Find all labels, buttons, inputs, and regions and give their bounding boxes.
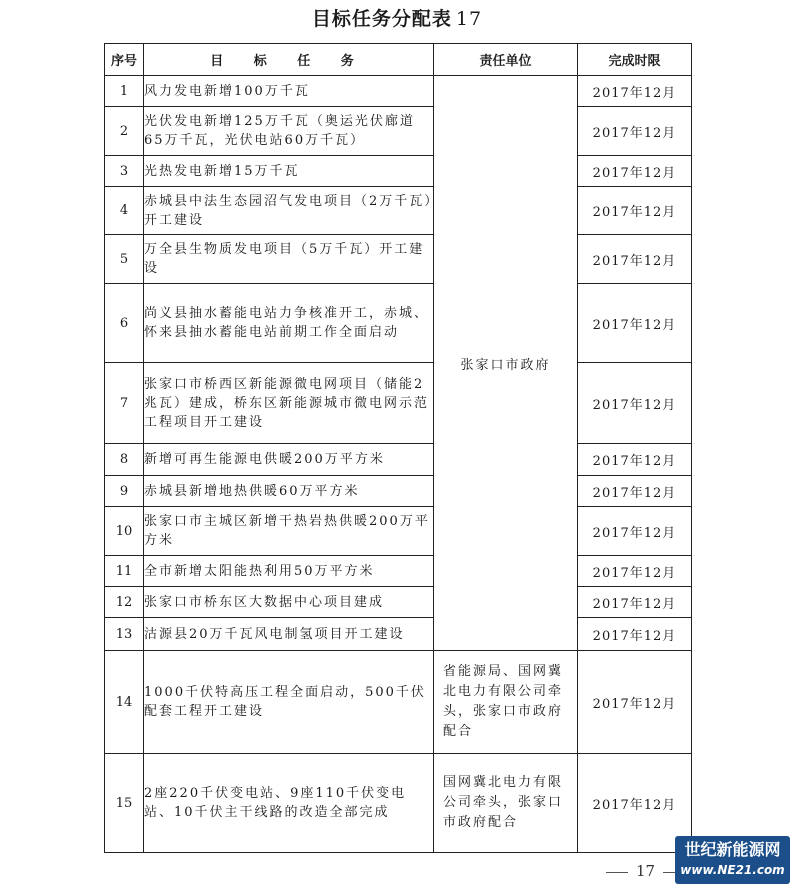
- row-time: 2017年12月: [578, 107, 692, 156]
- table-row: [105, 363, 692, 444]
- row-time: 2017年12月: [578, 507, 692, 556]
- row-seq: 7: [105, 363, 144, 444]
- header-time: 完成时限: [578, 44, 692, 76]
- page-dash-left: [606, 872, 628, 873]
- row-seq: 14: [105, 651, 144, 754]
- row-time: 2017年12月: [578, 444, 692, 476]
- row-task: 新增可再生能源电供暖200万平方米: [144, 444, 434, 476]
- task-allocation-table: [104, 43, 692, 853]
- title-number: 17: [455, 8, 483, 30]
- row-task: 全市新增太阳能热利用50万平方米: [144, 556, 434, 587]
- row-task: 张家口市桥西区新能源微电网项目（储能2兆瓦）建成，桥东区新能源城市微电网示范工程项目开工建设: [144, 363, 434, 444]
- responsible-unit-merged: 张家口市政府: [434, 76, 578, 651]
- row-task: 光热发电新增15万千瓦: [144, 156, 434, 187]
- row-seq: 13: [105, 618, 144, 651]
- responsible-unit: 国网冀北电力有限公司牵头，张家口市政府配合: [434, 754, 578, 853]
- row-time: 2017年12月: [578, 156, 692, 187]
- page-number-text: 17: [636, 862, 656, 880]
- row-task: 2座220千伏变电站、9座110千伏变电站、10千伏主干线路的改造全部完成: [144, 754, 434, 853]
- header-seq: 序号: [105, 44, 144, 76]
- table-header-row: [105, 44, 692, 76]
- row-task: 张家口市桥东区大数据中心项目建成: [144, 587, 434, 618]
- row-task: 尚义县抽水蓄能电站力争核准开工，赤城、怀来县抽水蓄能电站前期工作全面启动: [144, 284, 434, 363]
- row-seq: 5: [105, 235, 144, 284]
- table-row: [105, 107, 692, 156]
- table-row: [105, 156, 692, 187]
- table-row: [105, 618, 692, 651]
- table-row: [105, 556, 692, 587]
- table-row: [105, 587, 692, 618]
- row-time: 2017年12月: [578, 284, 692, 363]
- header-task: 目 标 任 务: [144, 44, 434, 76]
- row-task: 万全县生物质发电项目（5万千瓦）开工建设: [144, 235, 434, 284]
- row-task: 赤城县中法生态园沼气发电项目（2万千瓦）开工建设: [144, 187, 434, 235]
- title-text: 目标任务分配表: [311, 8, 452, 30]
- responsible-unit: 省能源局、国网冀北电力有限公司牵头，张家口市政府配合: [434, 651, 578, 754]
- table-row: [105, 284, 692, 363]
- row-time: 2017年12月: [578, 235, 692, 284]
- row-time: 2017年12月: [578, 651, 692, 754]
- row-task: 1000千伏特高压工程全面启动，500千伏配套工程开工建设: [144, 651, 434, 754]
- row-time: 2017年12月: [578, 618, 692, 651]
- row-task: 沽源县20万千瓦风电制氢项目开工建设: [144, 618, 434, 651]
- page-title: [0, 4, 794, 31]
- table-row: [105, 444, 692, 476]
- row-task: 赤城县新增地热供暖60万平方米: [144, 476, 434, 507]
- table-row: [105, 651, 692, 754]
- row-seq: 1: [105, 76, 144, 107]
- table-row: [105, 476, 692, 507]
- row-time: 2017年12月: [578, 187, 692, 235]
- row-seq: 8: [105, 444, 144, 476]
- table-row: [105, 235, 692, 284]
- table-row: [105, 76, 692, 107]
- row-task: 风力发电新增100万千瓦: [144, 76, 434, 107]
- table-row: [105, 754, 692, 853]
- row-seq: 15: [105, 754, 144, 853]
- row-time: 2017年12月: [578, 754, 692, 853]
- row-time: 2017年12月: [578, 556, 692, 587]
- row-time: 2017年12月: [578, 476, 692, 507]
- watermark-logo: [675, 836, 790, 884]
- row-time: 2017年12月: [578, 587, 692, 618]
- row-task: 张家口市主城区新增干热岩热供暖200万平方米: [144, 507, 434, 556]
- row-seq: 4: [105, 187, 144, 235]
- table-row: [105, 187, 692, 235]
- row-time: 2017年12月: [578, 76, 692, 107]
- watermark-url: www.NE21.com: [680, 863, 785, 877]
- row-seq: 3: [105, 156, 144, 187]
- header-unit: 责任单位: [434, 44, 578, 76]
- table-row: [105, 507, 692, 556]
- row-seq: 9: [105, 476, 144, 507]
- watermark-name: 世纪新能源网: [684, 840, 781, 859]
- row-seq: 2: [105, 107, 144, 156]
- row-seq: 12: [105, 587, 144, 618]
- row-seq: 10: [105, 507, 144, 556]
- row-time: 2017年12月: [578, 363, 692, 444]
- row-seq: 11: [105, 556, 144, 587]
- row-task: 光伏发电新增125万千瓦（奥运光伏廊道65万千瓦，光伏电站60万千瓦）: [144, 107, 434, 156]
- row-seq: 6: [105, 284, 144, 363]
